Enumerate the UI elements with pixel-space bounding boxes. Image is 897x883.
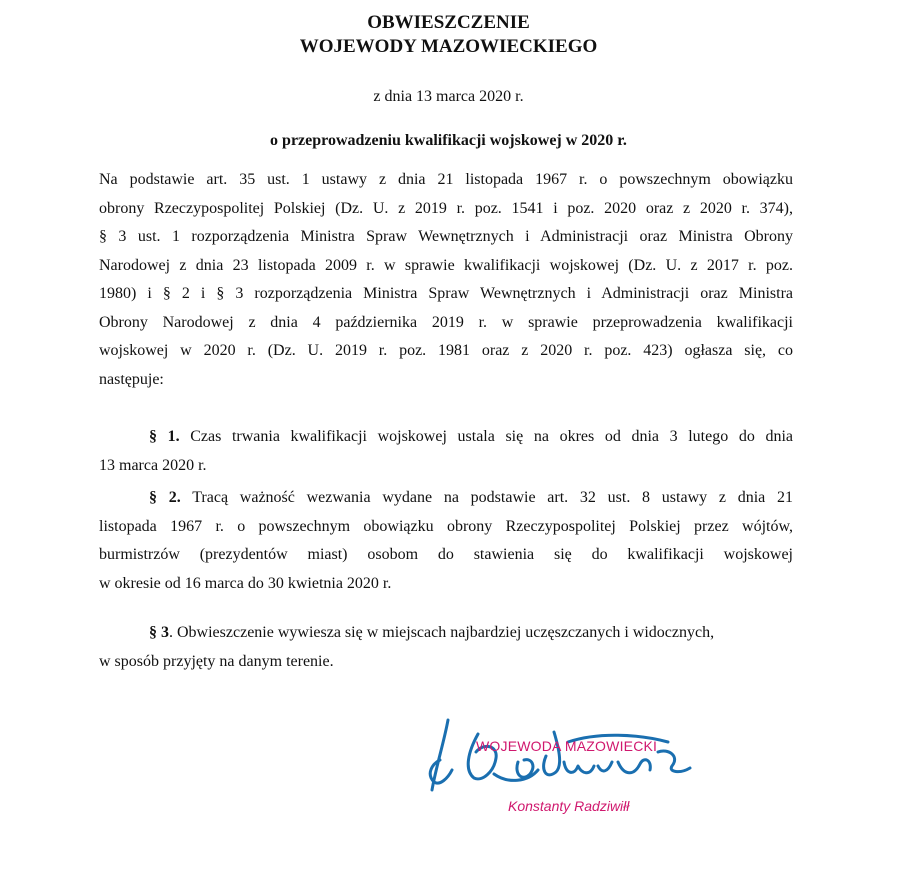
preamble-line: obrony Rzeczypospolitej Polskiej (Dz. U. z 2019 r. poz. 1541 i poz. 2020 oraz z 2020 r. 374), — [99, 199, 793, 217]
preamble-line: Na podstawie art. 35 ust. 1 ustawy z dnia 21 listopada 1967 r. o powszechnym obowiązku — [99, 171, 793, 188]
paragraph-2-mark: § 2. — [149, 489, 181, 506]
handwritten-signature — [418, 712, 708, 802]
paragraph-1-line: 13 marca 2020 r. — [99, 456, 207, 474]
paragraph-2-line: burmistrzów (prezydentów miast) osobom do stawienia się do kwalifikacji wojskowej — [99, 546, 793, 563]
preamble-line: 1980) i § 2 i § 3 rozporządzenia Ministra Spraw Wewnętrznych i Administracji oraz Ministra — [99, 285, 793, 302]
paragraph-3-first-line — [99, 619, 793, 648]
preamble-line: Obrony Narodowej z dnia 4 października 2019 r. w sprawie przeprowadzenia kwalifikacji — [99, 313, 793, 331]
paragraph-3-mark: § 3 — [149, 624, 169, 641]
paragraph-2-first-line — [99, 484, 793, 513]
paragraph-3 — [99, 619, 793, 676]
preamble-line: § 3 ust. 1 rozporządzenia Ministra Spraw Wewnętrznych i Administracji oraz Ministra Obrony — [99, 228, 793, 245]
paragraph-1 — [99, 423, 793, 480]
preamble-paragraph — [99, 166, 793, 394]
paragraph-1-mark: § 1. — [149, 428, 180, 445]
paragraph-1-first-line — [99, 423, 793, 452]
paragraph-2-line: listopada 1967 r. o powszechnym obowiązku obrony Rzeczypospolitej Polskiej przez wójtów, — [99, 517, 793, 535]
document-date: z dnia 13 marca 2020 r. — [373, 88, 524, 105]
document-title-line2: WOJEWODY MAZOWIECKIEGO — [299, 36, 598, 57]
official-stamp-name: Konstanty Radziwiłł — [508, 798, 630, 814]
paragraph-2 — [99, 484, 793, 598]
paragraph-2-line: w okresie od 16 marca do 30 kwietnia 2020 r. — [99, 574, 392, 592]
paragraph-2-text: Tracą ważność wezwania wydane na podstawie art. 32 ust. 8 ustawy z dnia 21 — [180, 489, 794, 506]
document-subject: o przeprowadzeniu kwalifikacji wojskowej w 2020 r. — [270, 132, 627, 149]
preamble-line: Narodowej z dnia 23 listopada 2009 r. w sprawie kwalifikacji wojskowej (Dz. U. z 2017 r. poz. — [99, 256, 793, 274]
preamble-line: następuje: — [99, 370, 164, 388]
paragraph-3-text: . Obwieszczenie wywiesza się w miejscach najbardziej uczęszczanych i widocznych, — [169, 624, 715, 641]
official-stamp-title: WOJEWODA MAZOWIECKI — [476, 738, 658, 754]
document-title-line1: OBWIESZCZENIE — [367, 12, 530, 33]
preamble-line: wojskowej w 2020 r. (Dz. U. 2019 r. poz. 1981 oraz z 2020 r. poz. 423) ogłasza się, co — [99, 342, 793, 359]
paragraph-3-line: w sposób przyjęty na danym terenie. — [99, 652, 334, 670]
paragraph-1-text: Czas trwania kwalifikacji wojskowej ustala się na okres od dnia 3 lutego do dnia — [179, 428, 794, 445]
